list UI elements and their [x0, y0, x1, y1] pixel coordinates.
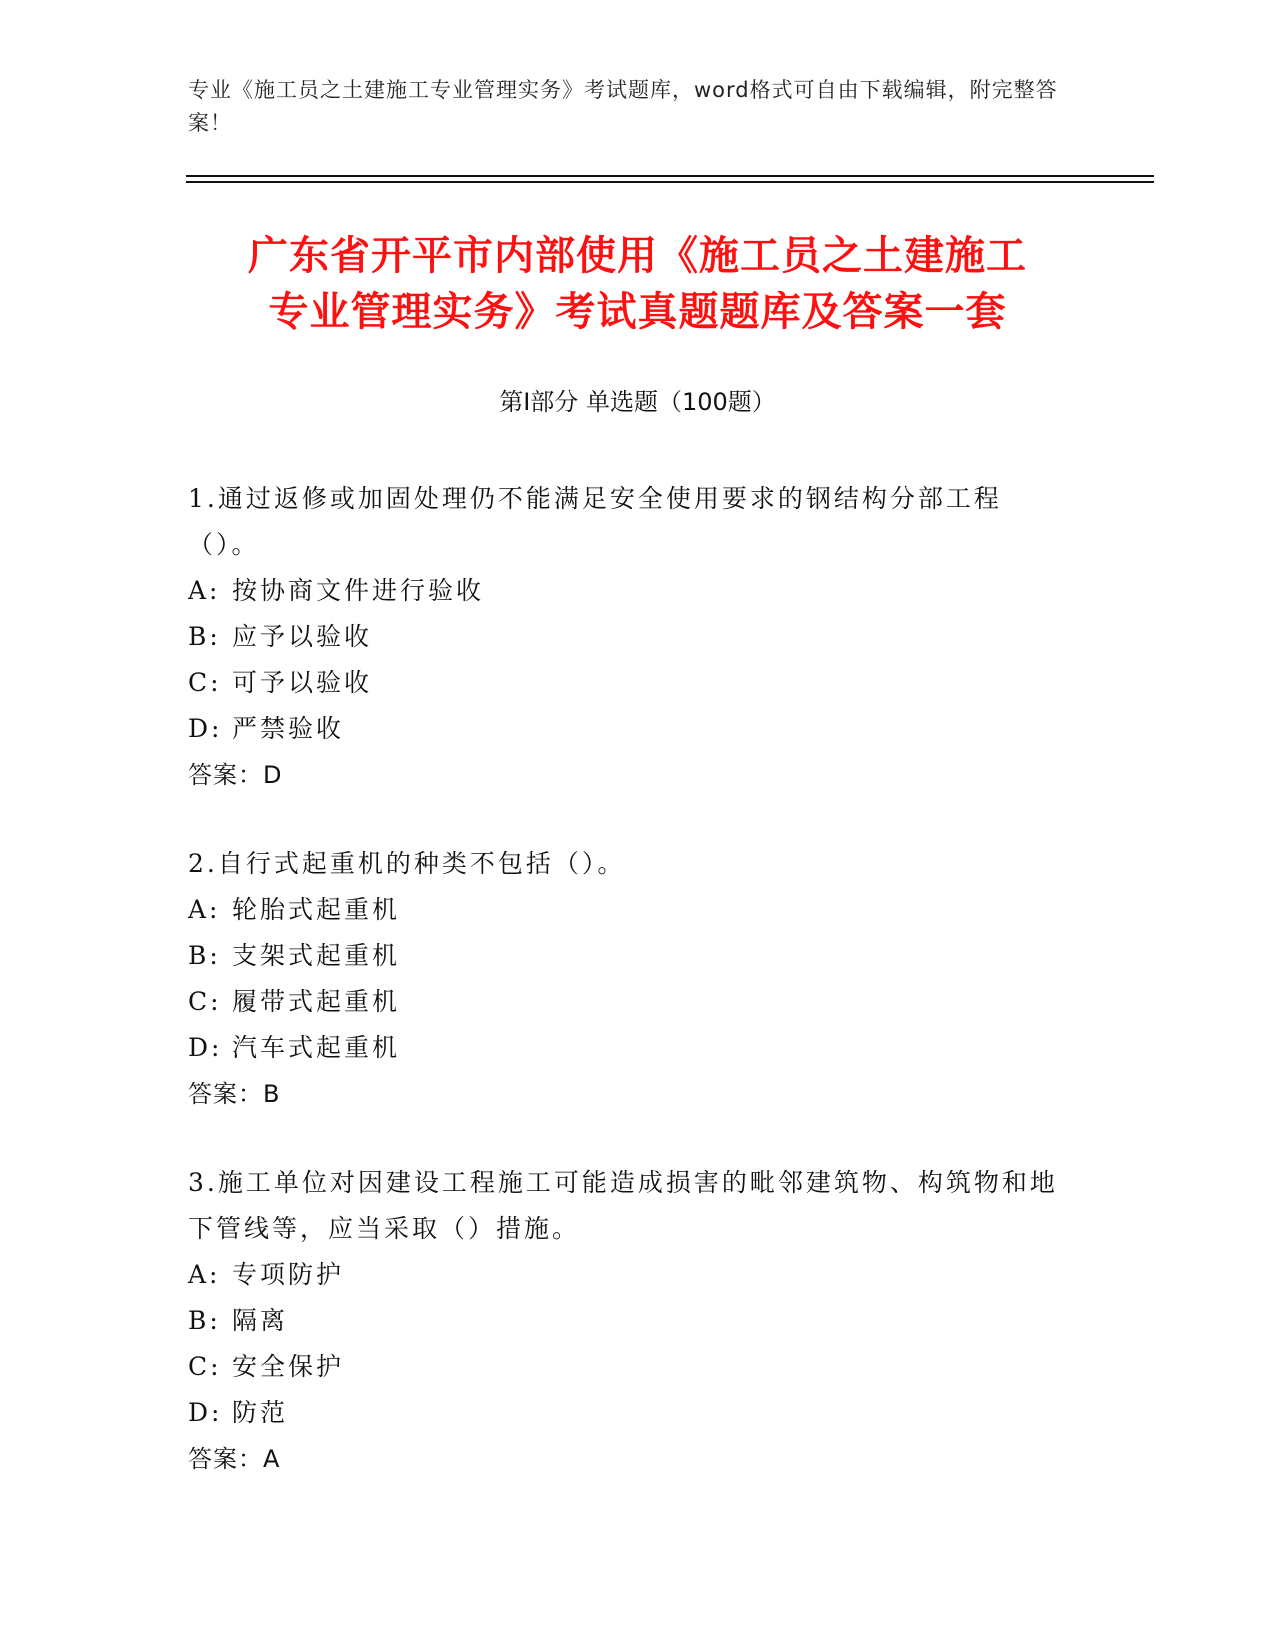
- option-text: 支架式起重机: [232, 941, 401, 970]
- question-stem: 3.施工单位对因建设工程施工可能造成损害的毗邻建筑物、构筑物和地下管线等，应当采取（）措施。: [188, 1168, 1058, 1243]
- option-key: C:: [188, 987, 222, 1016]
- document-title-line-2: 专业管理实务》考试真题题库及答案一套: [268, 289, 1007, 335]
- answer: 答案：D: [188, 761, 283, 789]
- option-a: [188, 887, 1068, 933]
- option-text: 严禁验收: [232, 714, 345, 743]
- option-key: B:: [188, 1306, 221, 1335]
- header-divider-bottom: [186, 181, 1154, 183]
- option-text: 应予以验收: [232, 622, 373, 651]
- option-a: [188, 1252, 1068, 1298]
- section-title: 第Ⅰ部分 单选题（100题）: [499, 388, 776, 416]
- option-key: C:: [188, 1352, 222, 1381]
- question-1: [188, 476, 1068, 798]
- option-text: 安全保护: [232, 1352, 345, 1381]
- option-b: [188, 933, 1068, 979]
- option-text: 汽车式起重机: [232, 1033, 401, 1062]
- option-text: 履带式起重机: [232, 987, 401, 1016]
- option-d: [188, 1390, 1068, 1436]
- option-c: [188, 979, 1068, 1025]
- option-text: 按协商文件进行验收: [232, 576, 485, 605]
- option-key: A:: [188, 576, 221, 605]
- option-text: 轮胎式起重机: [232, 895, 401, 924]
- option-c: [188, 1344, 1068, 1390]
- option-key: C:: [188, 668, 222, 697]
- option-key: D:: [188, 714, 223, 743]
- option-key: B:: [188, 622, 221, 651]
- option-text: 隔离: [232, 1306, 289, 1335]
- option-key: D:: [188, 1398, 223, 1427]
- option-key: A:: [188, 895, 221, 924]
- header-divider-top: [186, 175, 1154, 177]
- option-b: [188, 1298, 1068, 1344]
- option-a: [188, 568, 1068, 614]
- answer: 答案：A: [188, 1445, 281, 1473]
- question-list: [188, 476, 1068, 1525]
- question-3: [188, 1160, 1068, 1482]
- option-key: D:: [188, 1033, 223, 1062]
- question-stem: 1.通过返修或加固处理仍不能满足安全使用要求的钢结构分部工程（）。: [188, 484, 1002, 559]
- option-key: A:: [188, 1260, 221, 1289]
- option-c: [188, 660, 1068, 706]
- question-stem: 2.自行式起重机的种类不包括（）。: [188, 849, 626, 878]
- document-title-line-1: 广东省开平市内部使用《施工员之土建施工: [248, 233, 1027, 279]
- option-d: [188, 706, 1068, 752]
- option-d: [188, 1025, 1068, 1071]
- question-2: [188, 841, 1068, 1117]
- header-note: 专业《施工员之土建施工专业管理实务》考试题库，word格式可自由下载编辑，附完整答案！: [188, 78, 1058, 135]
- option-text: 防范: [232, 1398, 289, 1427]
- option-text: 专项防护: [232, 1260, 345, 1289]
- option-key: B:: [188, 941, 221, 970]
- document-title: [140, 228, 1135, 340]
- option-b: [188, 614, 1068, 660]
- option-text: 可予以验收: [232, 668, 373, 697]
- answer: 答案：B: [188, 1080, 281, 1108]
